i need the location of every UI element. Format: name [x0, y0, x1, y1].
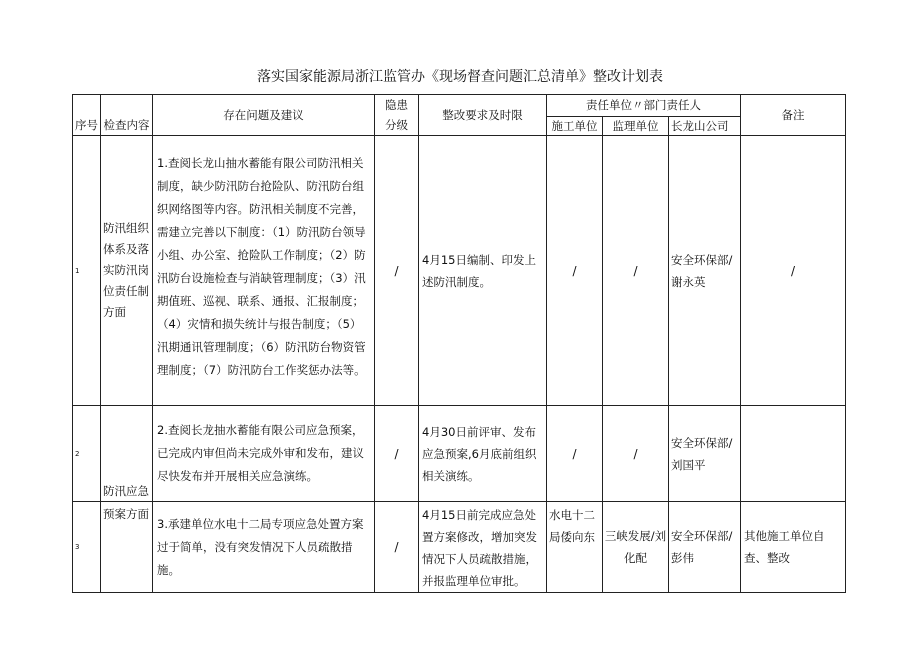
header-construction-label: 施工单位 — [551, 118, 598, 133]
header-responsible — [547, 95, 741, 117]
header-seq-label: 序号 — [75, 118, 98, 132]
header-company — [669, 116, 741, 135]
row-remarks — [741, 406, 846, 502]
header-risk-label-1: 隐患 — [385, 98, 408, 112]
header-responsible-label: 责任单位〃部门责任人 — [586, 98, 702, 113]
header-requirement — [419, 95, 547, 136]
header-supervision — [603, 116, 669, 135]
header-check-content-label: 检查内容 — [103, 118, 150, 132]
header-remarks-label: 备注 — [781, 108, 805, 122]
header-issue-label: 存在问题及建议 — [223, 108, 304, 122]
table-row — [73, 136, 846, 406]
row-category-merged — [101, 406, 153, 593]
row-category-bottom: 预案方面 — [103, 507, 149, 521]
row-seq: 1 — [73, 136, 101, 406]
row-category-top: 防汛应急 — [103, 484, 149, 498]
row-supervision: / — [603, 136, 669, 406]
table-row — [73, 406, 846, 502]
row-risk: / — [375, 502, 419, 593]
row-category: 防汛组织体系及落实防汛岗位责任制方面 — [101, 136, 153, 406]
header-remarks — [741, 95, 846, 136]
header-risk-label-2: 分级 — [385, 118, 408, 132]
row-supervision: 三峡发展/刘化配 — [603, 502, 669, 593]
row-company: 安全环保部/谢永英 — [669, 136, 741, 406]
rectification-table — [72, 94, 846, 593]
row-construction: / — [547, 136, 603, 406]
row-risk: / — [375, 136, 419, 406]
header-check-content — [101, 95, 153, 136]
row-seq: 2 — [73, 406, 101, 502]
page-title: 落实国家能源局浙江监管办《现场督查问题汇总清单》整改计划表 — [257, 69, 663, 85]
row-issue: 2.查阅长龙抽水蓄能有限公司应急预案，已完成内审但尚未完成外审和发布，建议尽快发布并开展相关应急演练。 — [153, 406, 375, 502]
header-risk-level — [375, 95, 419, 136]
header-construction — [547, 116, 603, 135]
row-supervision: / — [603, 406, 669, 502]
row-construction: 水电十二局倭向东 — [547, 502, 603, 593]
row-requirement: 4月15日前完成应急处置方案修改，增加突发情况下人员疏散措施，并报监理单位审批。 — [419, 502, 547, 593]
row-issue: 3.承建单位水电十二局专项应急处置方案过于简单，没有突发情况下人员疏散措施。 — [153, 502, 375, 593]
header-seq — [73, 95, 101, 136]
row-remarks: / — [741, 136, 846, 406]
row-remarks: 其他施工单位自查、整改 — [741, 502, 846, 593]
row-seq: 3 — [73, 502, 101, 593]
row-risk: / — [375, 406, 419, 502]
header-supervision-label: 监理单位 — [612, 118, 659, 133]
row-requirement: 4月15日编制、印发上述防汛制度。 — [419, 136, 547, 406]
header-company-label: 长龙山公司 — [671, 118, 729, 133]
row-issue: 1.查阅长龙山抽水蓄能有限公司防汛相关制度，缺少防汛防台抢险队、防汛防台组织网络图等内容。防汛相关制度不完善，需建立完善以下制度：（1）防汛防台领导小组、办公室、抢险队工作制度；（2）防汛防台设施检查与消缺管理制度；（3）汛期值班、巡视、联系、通报、汇报制度；（4）灾情和损失统计与报告制度；（5）汛期通讯管理制度；（6）防汛防台物资管理制度；（7）防汛防台工作奖惩办法等。 — [153, 136, 375, 406]
row-construction: / — [547, 406, 603, 502]
table-row — [73, 502, 846, 593]
header-issue — [153, 95, 375, 136]
row-company: 安全环保部/刘国平 — [669, 406, 741, 502]
header-requirement-label: 整改要求及时限 — [442, 108, 523, 122]
row-company: 安全环保部/彭伟 — [669, 502, 741, 593]
row-requirement: 4月30日前评审、发布应急预案,6月底前组织相关演练。 — [419, 406, 547, 502]
